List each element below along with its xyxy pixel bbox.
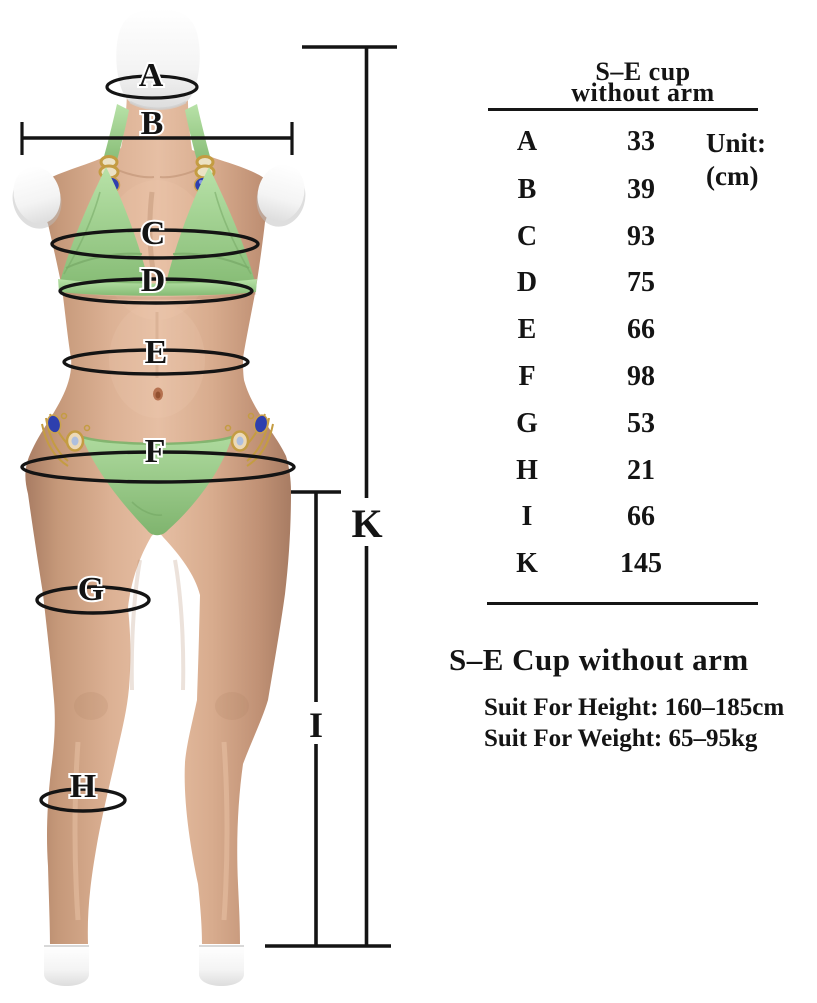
row-value: 75 — [627, 267, 655, 298]
figure-label-i: I — [308, 705, 324, 745]
suit-info — [484, 692, 817, 754]
row-key: F — [518, 361, 536, 392]
row-key: E — [517, 314, 537, 345]
table-row — [0, 221, 817, 253]
row-value: 145 — [620, 548, 662, 579]
ankle-cap-left — [44, 945, 89, 986]
figure-label-d: D — [140, 262, 166, 299]
row-key: K — [516, 548, 538, 579]
table-row — [0, 361, 817, 393]
row-value: 39 — [627, 174, 655, 205]
table-rule-bottom — [487, 602, 758, 605]
row-key: I — [521, 501, 533, 532]
figure-label-b: B — [140, 105, 164, 142]
figure-label-h: H — [69, 768, 97, 805]
figure-label-e: E — [144, 334, 168, 371]
table-row — [0, 126, 817, 158]
figure-label-c: C — [140, 215, 166, 252]
unit-note — [706, 127, 766, 193]
row-value: 33 — [627, 126, 655, 157]
row-key: D — [516, 267, 538, 298]
row-value: 53 — [627, 408, 655, 439]
table-row — [0, 174, 817, 206]
row-value: 98 — [627, 361, 655, 392]
figure-label-k: K — [351, 501, 383, 546]
unit-value: (cm) — [706, 161, 759, 191]
suit-weight-line: Suit For Weight: 65–95kg — [484, 725, 758, 752]
row-key: H — [516, 455, 538, 486]
row-value: 66 — [627, 501, 655, 532]
table-row — [0, 314, 817, 346]
figure-label-a: A — [138, 57, 164, 94]
row-value: 21 — [627, 455, 655, 486]
figure-label-g: G — [77, 571, 105, 608]
table-row — [0, 455, 817, 487]
table-row — [0, 548, 817, 580]
table-row — [0, 501, 817, 533]
unit-label: Unit: — [706, 128, 766, 158]
table-rule-top — [488, 108, 758, 111]
details-title: S–E Cup without arm — [449, 642, 749, 677]
row-key: C — [516, 221, 538, 252]
table-header — [493, 57, 793, 107]
row-value: 93 — [627, 221, 655, 252]
table-header-line1: S–E cup — [595, 57, 691, 86]
table-row — [0, 408, 817, 440]
figure-label-f: F — [144, 433, 166, 470]
row-key: B — [517, 174, 537, 205]
ankle-cap-right — [199, 945, 244, 986]
suit-height-line: Suit For Height: 160–185cm — [484, 694, 785, 721]
table-header-line2: without arm — [571, 78, 715, 107]
table-row — [0, 267, 817, 299]
row-value: 66 — [627, 314, 655, 345]
row-key: A — [516, 126, 538, 157]
row-key: G — [516, 408, 538, 439]
